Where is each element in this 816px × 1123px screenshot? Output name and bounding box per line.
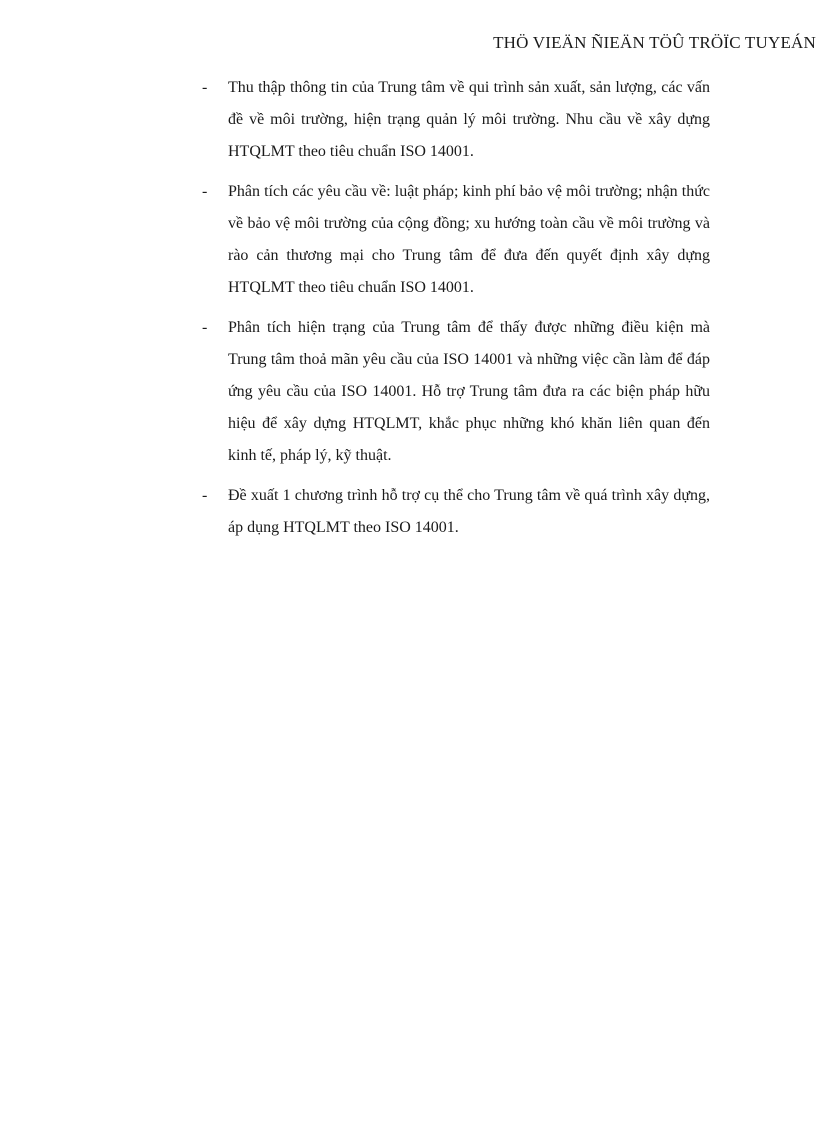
page-header: THÖ VIEÄN ÑIEÄN TÖÛ TRÖÏC TUYEÁN [493, 33, 816, 52]
document-body [202, 72, 710, 552]
bullet-item [202, 312, 710, 472]
bullet-marker: - [202, 183, 208, 200]
bullet-marker: - [202, 79, 208, 96]
bullet-text: Phân tích hiện trạng của Trung tâm để thấy được những điều kiện mà Trung tâm thoả mãn yêu cầu của ISO 14001 và những việc cần làm để đáp ứng yêu cầu của ISO 14001. Hỗ trợ Trung tâm đưa ra các biện pháp hữu hiệu để xây dựng HTQLMT, khắc phục những khó khăn liên quan đến kinh tế, pháp lý, kỹ thuật. [228, 319, 710, 464]
bullet-text: Thu thập thông tin của Trung tâm về qui trình sản xuất, sản lượng, các vấn đề về môi trường, hiện trạng quản lý môi trường. Nhu cầu về xây dựng HTQLMT theo tiêu chuẩn ISO 14001. [228, 79, 710, 160]
bullet-marker: - [202, 487, 208, 504]
bullet-item [202, 176, 710, 304]
bullet-marker: - [202, 319, 208, 336]
bullet-item [202, 480, 710, 544]
bullet-text: Phân tích các yêu cầu về: luật pháp; kinh phí bảo vệ môi trường; nhận thức về bảo vệ môi trường của cộng đồng; xu hướng toàn cầu về môi trường và rào cản thương mại cho Trung tâm để đưa đến quyết định xây dựng HTQLMT theo tiêu chuẩn ISO 14001. [228, 183, 710, 296]
bullet-text: Đề xuất 1 chương trình hỗ trợ cụ thể cho Trung tâm về quá trình xây dựng, áp dụng HTQLMT theo ISO 14001. [228, 487, 710, 536]
bullet-item [202, 72, 710, 168]
